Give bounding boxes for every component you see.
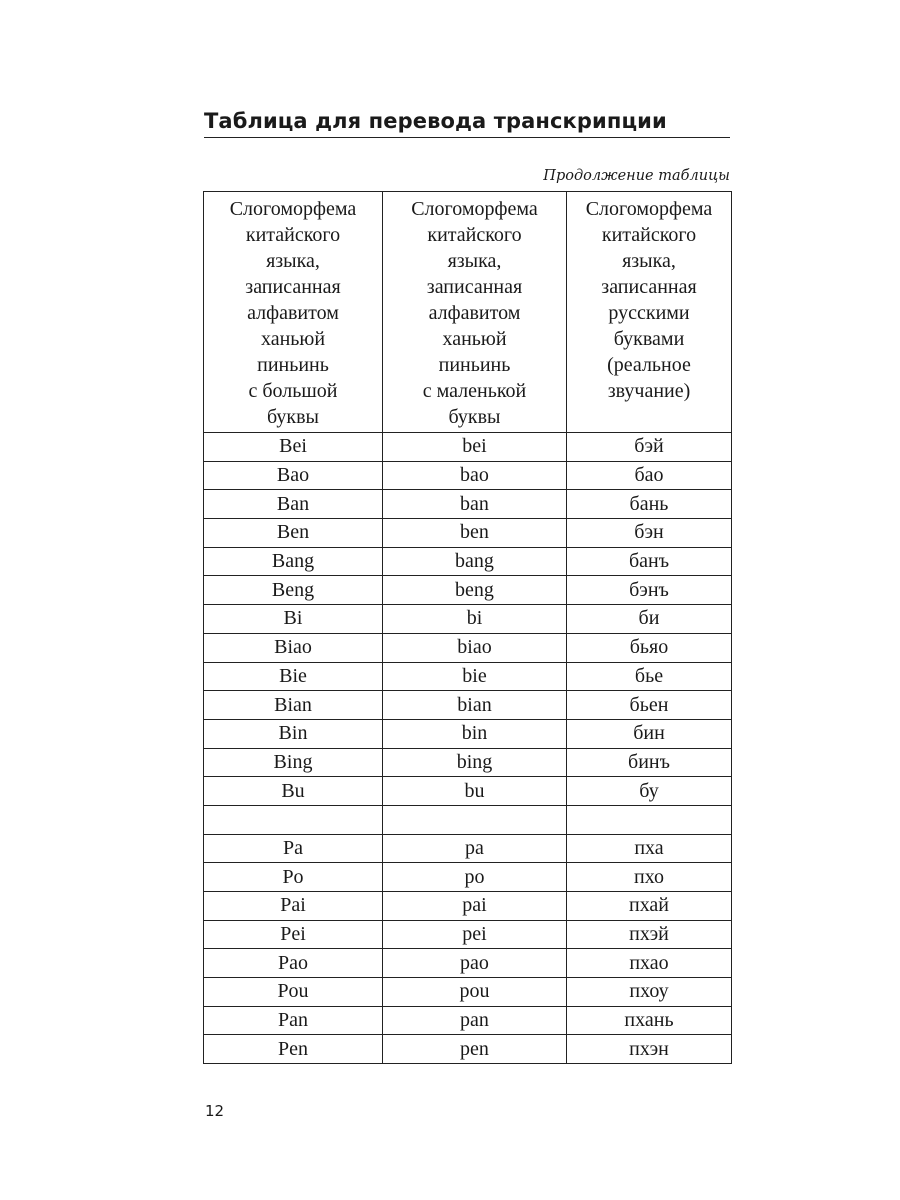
cell-pinyin-capital: Bei	[204, 433, 383, 462]
cell-pinyin-lowercase	[383, 805, 567, 834]
table-row	[204, 978, 732, 1007]
cell-russian: бьяо	[567, 633, 732, 662]
cell-pinyin-capital: Po	[204, 863, 383, 892]
cell-pinyin-lowercase: pao	[383, 949, 567, 978]
table-row	[204, 662, 732, 691]
cell-russian: бэн	[567, 519, 732, 548]
cell-pinyin-capital: Pao	[204, 949, 383, 978]
table-row	[204, 519, 732, 548]
cell-pinyin-lowercase: ben	[383, 519, 567, 548]
cell-pinyin-capital: Bian	[204, 691, 383, 720]
cell-pinyin-lowercase: pai	[383, 892, 567, 921]
cell-pinyin-lowercase: pou	[383, 978, 567, 1007]
table-row	[204, 805, 732, 834]
table-row	[204, 719, 732, 748]
cell-pinyin-capital: Bie	[204, 662, 383, 691]
cell-pinyin-lowercase: pei	[383, 920, 567, 949]
cell-russian: бань	[567, 490, 732, 519]
cell-pinyin-capital: Bu	[204, 777, 383, 806]
cell-pinyin-capital	[204, 805, 383, 834]
cell-russian: пхо	[567, 863, 732, 892]
cell-pinyin-lowercase: biao	[383, 633, 567, 662]
table-row	[204, 1006, 732, 1035]
cell-pinyin-lowercase: bao	[383, 461, 567, 490]
cell-pinyin-lowercase: bing	[383, 748, 567, 777]
table-row	[204, 461, 732, 490]
cell-pinyin-lowercase: pan	[383, 1006, 567, 1035]
table-row	[204, 834, 732, 863]
cell-russian: бэнъ	[567, 576, 732, 605]
cell-russian: пхоу	[567, 978, 732, 1007]
cell-russian: пха	[567, 834, 732, 863]
table-row	[204, 949, 732, 978]
header-pinyin-capital: Слогоморфема китайского языка, записанная алфавитом ханьюй пиньинь с большой буквы	[204, 192, 383, 433]
cell-russian: бу	[567, 777, 732, 806]
cell-pinyin-lowercase: ban	[383, 490, 567, 519]
cell-russian: бэй	[567, 433, 732, 462]
table-row	[204, 920, 732, 949]
cell-pinyin-lowercase: bi	[383, 605, 567, 634]
cell-pinyin-capital: Pan	[204, 1006, 383, 1035]
table-row	[204, 576, 732, 605]
cell-pinyin-capital: Pen	[204, 1035, 383, 1064]
table-row	[204, 605, 732, 634]
table-row	[204, 1035, 732, 1064]
cell-russian: бье	[567, 662, 732, 691]
cell-pinyin-lowercase: bei	[383, 433, 567, 462]
cell-pinyin-lowercase: bie	[383, 662, 567, 691]
cell-pinyin-capital: Ban	[204, 490, 383, 519]
cell-russian	[567, 805, 732, 834]
cell-pinyin-lowercase: beng	[383, 576, 567, 605]
table-row	[204, 633, 732, 662]
cell-pinyin-capital: Pou	[204, 978, 383, 1007]
cell-pinyin-capital: Beng	[204, 576, 383, 605]
header-russian-letters: Слогоморфема китайского языка, записанная русскими буквами (реальное звучание)	[567, 192, 732, 433]
cell-russian: бинъ	[567, 748, 732, 777]
cell-pinyin-capital: Bin	[204, 719, 383, 748]
cell-russian: пхао	[567, 949, 732, 978]
continuation-note: Продолжение таблицы	[543, 168, 730, 184]
cell-pinyin-capital: Biao	[204, 633, 383, 662]
transcription-table	[203, 191, 732, 1064]
table-row	[204, 892, 732, 921]
cell-pinyin-lowercase: bu	[383, 777, 567, 806]
page-number: 12	[205, 1102, 225, 1120]
cell-pinyin-capital: Bing	[204, 748, 383, 777]
cell-pinyin-lowercase: bian	[383, 691, 567, 720]
cell-russian: бао	[567, 461, 732, 490]
cell-pinyin-lowercase: pa	[383, 834, 567, 863]
table-row	[204, 691, 732, 720]
cell-pinyin-lowercase: po	[383, 863, 567, 892]
cell-russian: пхэй	[567, 920, 732, 949]
table-body	[204, 433, 732, 1064]
table-row	[204, 490, 732, 519]
cell-pinyin-lowercase: bin	[383, 719, 567, 748]
cell-russian: пхань	[567, 1006, 732, 1035]
cell-pinyin-capital: Pa	[204, 834, 383, 863]
cell-pinyin-capital: Bi	[204, 605, 383, 634]
cell-pinyin-capital: Bao	[204, 461, 383, 490]
title-divider	[204, 137, 730, 138]
cell-russian: пхэн	[567, 1035, 732, 1064]
cell-pinyin-capital: Pai	[204, 892, 383, 921]
table-header-row	[204, 192, 732, 433]
cell-russian: пхай	[567, 892, 732, 921]
table-row	[204, 433, 732, 462]
cell-pinyin-lowercase: pen	[383, 1035, 567, 1064]
cell-pinyin-lowercase: bang	[383, 547, 567, 576]
header-pinyin-lowercase: Слогоморфема китайского языка, записанная алфавитом ханьюй пиньинь с маленькой буквы	[383, 192, 567, 433]
cell-pinyin-capital: Ben	[204, 519, 383, 548]
cell-russian: банъ	[567, 547, 732, 576]
table-row	[204, 777, 732, 806]
cell-russian: бин	[567, 719, 732, 748]
cell-pinyin-capital: Pei	[204, 920, 383, 949]
cell-pinyin-capital: Bang	[204, 547, 383, 576]
cell-russian: бьен	[567, 691, 732, 720]
table-row	[204, 748, 732, 777]
cell-russian: би	[567, 605, 732, 634]
table-row	[204, 547, 732, 576]
table-row	[204, 863, 732, 892]
page-title: Таблица для перевода транскрипции	[204, 109, 667, 133]
